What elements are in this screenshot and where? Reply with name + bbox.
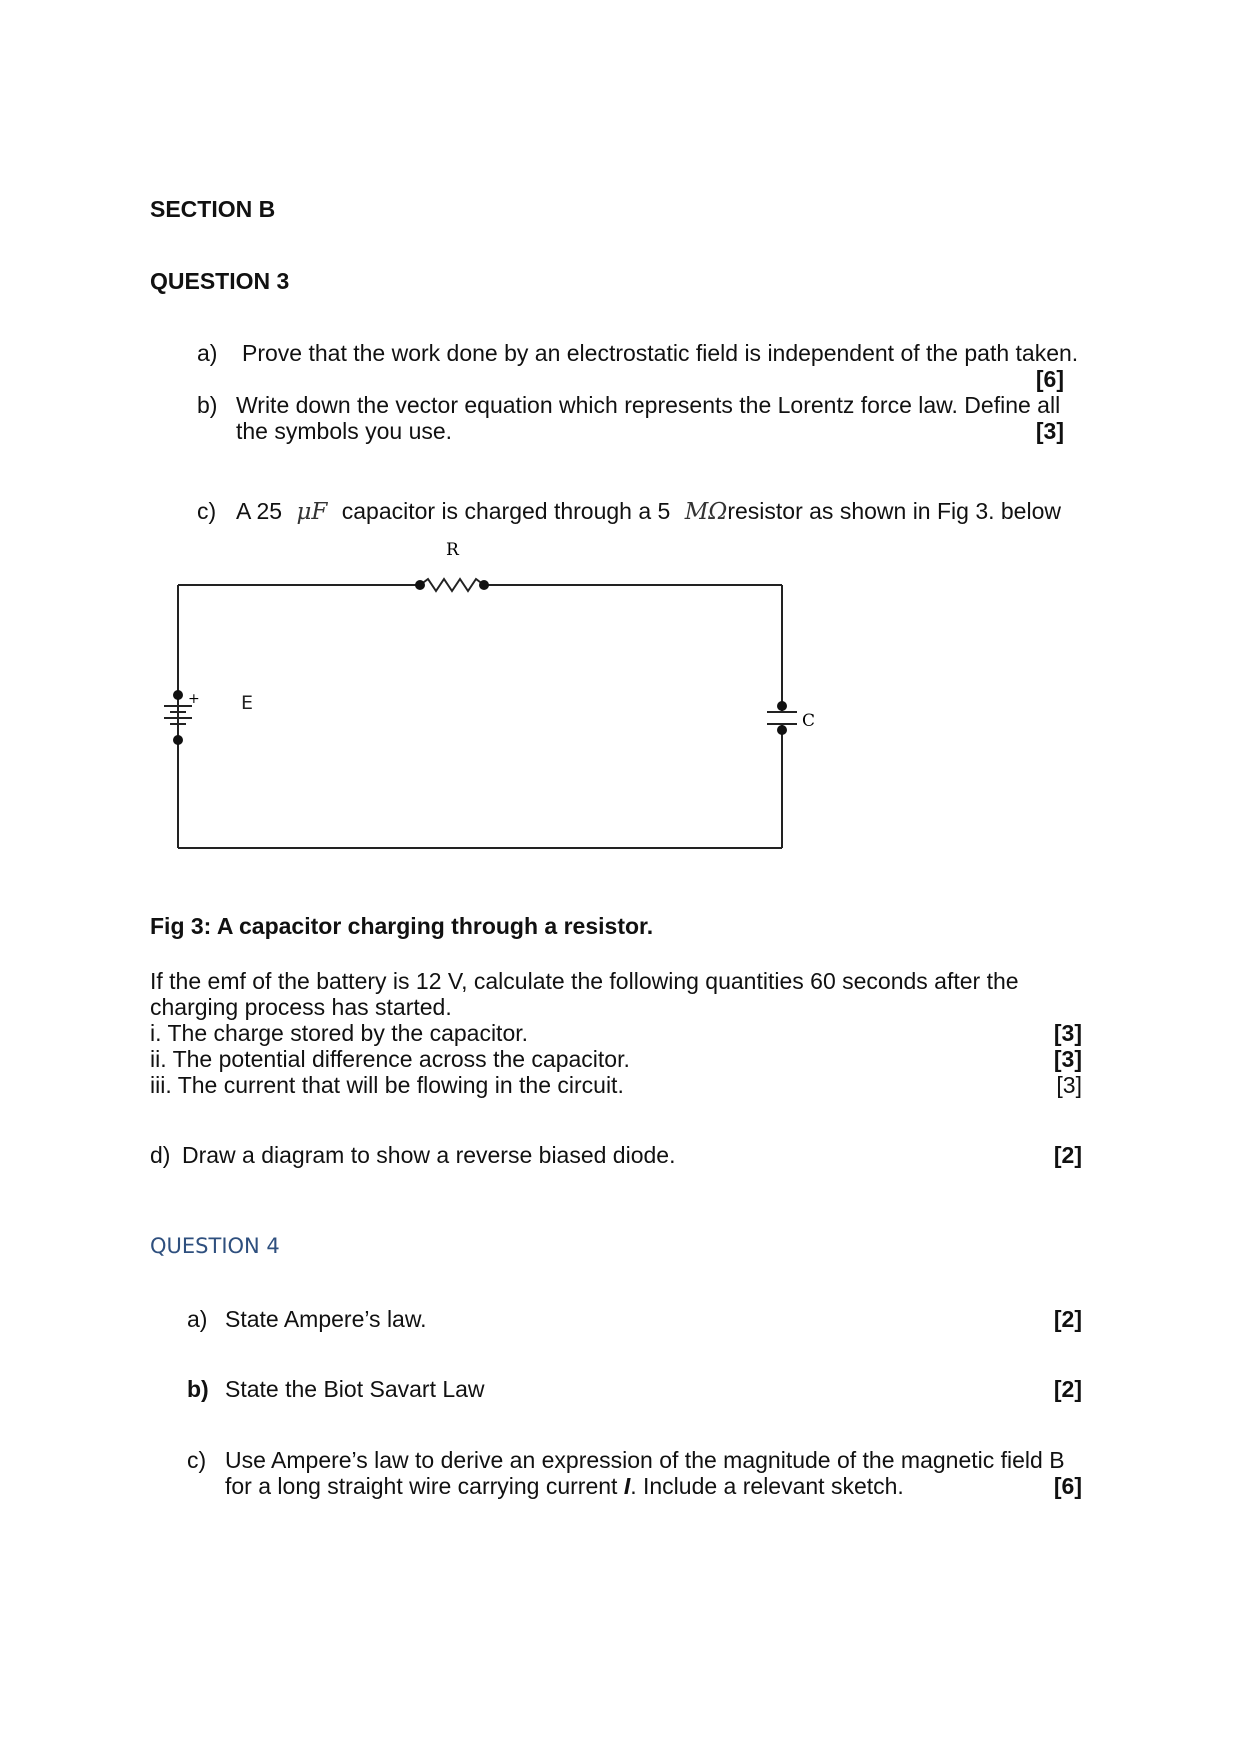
q4c-line2-post: . Include a relevant sketch. xyxy=(630,1473,904,1499)
q3c-part1: A 25 xyxy=(236,498,283,524)
resistor-terminal-right xyxy=(479,580,489,590)
q3c-part2: capacitor is charged through a 5 xyxy=(341,498,671,524)
capacitance-unit: μF xyxy=(296,499,328,525)
battery-terminal-bottom xyxy=(173,735,183,745)
q3c-item-3-marks: [3] xyxy=(1056,1072,1082,1098)
q3c-item-3: iii. The current that will be flowing in the circuit. xyxy=(150,1072,624,1098)
capacitor-terminal-bottom xyxy=(777,725,787,735)
q4c-line1: Use Ampere’s law to derive an expression of the magnitude of the magnetic field B xyxy=(225,1447,1065,1473)
q3c-part3: resistor as shown in Fig 3. below xyxy=(727,498,1061,524)
q4b-marks: [2] xyxy=(1053,1376,1082,1402)
resistor-symbol xyxy=(420,579,484,591)
q3c-label: c) xyxy=(197,498,217,524)
q3c-text xyxy=(236,498,1061,525)
battery-terminal-top xyxy=(173,690,183,700)
q3d-text: Draw a diagram to show a reverse biased diode. xyxy=(182,1142,676,1168)
emf-label: E xyxy=(241,692,254,714)
resistance-unit: MΩ xyxy=(684,499,728,525)
q4b-text: State the Biot Savart Law xyxy=(225,1376,485,1402)
figure-caption: Fig 3: A capacitor charging through a resistor. xyxy=(150,913,654,939)
q4a-text: State Ampere’s law. xyxy=(225,1306,427,1332)
q3b-label: b) xyxy=(197,392,218,418)
q3a-marks: [6] xyxy=(1035,366,1064,392)
current-symbol: I xyxy=(623,1473,631,1499)
q3a-label: a) xyxy=(197,340,218,366)
q3d-label: d) xyxy=(150,1142,171,1168)
question-3-title: QUESTION 3 xyxy=(150,268,290,294)
q4b-label: b) xyxy=(187,1376,209,1402)
section-heading: SECTION B xyxy=(150,196,276,222)
q3c-item-1: i. The charge stored by the capacitor. xyxy=(150,1020,529,1046)
q3c-intro-line1: If the emf of the battery is 12 V, calculate the following quantities 60 seconds after the xyxy=(150,968,1019,994)
q3c-item-2-marks: [3] xyxy=(1053,1046,1082,1072)
q3b-line1: Write down the vector equation which represents the Lorentz force law. Define all xyxy=(236,392,1061,418)
resistor-terminal-left xyxy=(415,580,425,590)
q4c-line2-pre: for a long straight wire carrying current xyxy=(225,1473,624,1499)
q3c-item-2: ii. The potential difference across the capacitor. xyxy=(150,1046,630,1072)
capacitor-label: C xyxy=(802,711,816,731)
q4a-label: a) xyxy=(187,1306,208,1332)
q3a-text: Prove that the work done by an electrostatic field is independent of the path taken. xyxy=(242,340,1079,366)
q4c-label: c) xyxy=(187,1447,207,1473)
q3c-intro-line2: charging process has started. xyxy=(150,994,452,1020)
q3d-marks: [2] xyxy=(1053,1142,1082,1168)
capacitor-terminal-top xyxy=(777,701,787,711)
q4c-marks: [6] xyxy=(1053,1473,1082,1499)
question-4-title: QUESTION 4 xyxy=(150,1234,280,1258)
q3b-marks: [3] xyxy=(1035,418,1064,444)
battery-plus-sign: + xyxy=(188,691,200,707)
q3c-item-1-marks: [3] xyxy=(1053,1020,1082,1046)
q4a-marks: [2] xyxy=(1053,1306,1082,1332)
resistor-label: R xyxy=(446,540,459,560)
q3b-line2: the symbols you use. xyxy=(236,418,453,444)
rc-circuit-diagram xyxy=(150,530,816,860)
q4c-line2 xyxy=(225,1473,904,1500)
